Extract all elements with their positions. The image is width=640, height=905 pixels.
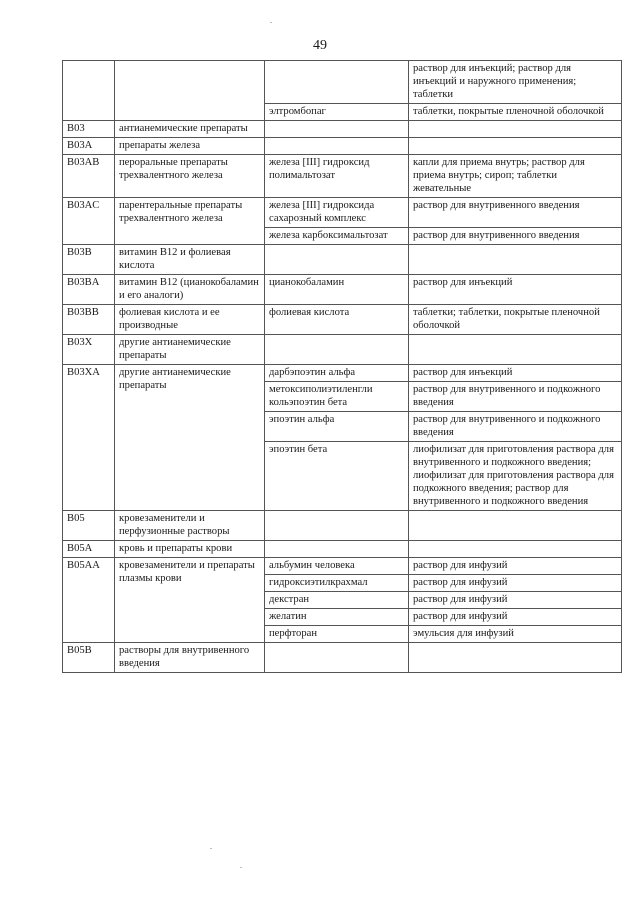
table-row: [63, 365, 622, 382]
drug-name-cell: эпоэтин бета: [265, 442, 409, 511]
anatomical-therapeutic-group-cell: другие антианемические препараты: [115, 335, 265, 365]
drug-name-cell: цианокобаламин: [265, 275, 409, 305]
anatomical-therapeutic-group-cell: антианемические препараты: [115, 121, 265, 138]
dosage-form-cell: таблетки; таблетки, покрытые пленочной оболочкой: [409, 305, 622, 335]
dosage-form-cell: раствор для инъекций: [409, 275, 622, 305]
drug-table: [62, 60, 622, 673]
drug-name-cell: эпоэтин альфа: [265, 412, 409, 442]
table-row: [63, 558, 622, 575]
anatomical-therapeutic-group-cell: фолиевая кислота и ее производные: [115, 305, 265, 335]
drug-name-cell: фолиевая кислота: [265, 305, 409, 335]
drug-name-cell: железа [III] гидроксида сахарозный комплекс: [265, 198, 409, 228]
dosage-form-cell: [409, 245, 622, 275]
atc-code-cell: B03BB: [63, 305, 115, 335]
anatomical-therapeutic-group-cell: препараты железа: [115, 138, 265, 155]
drug-name-cell: гидроксиэтилкрахмал: [265, 575, 409, 592]
atc-code-cell: B03AC: [63, 198, 115, 245]
table-row: [63, 305, 622, 335]
atc-code-cell: B05A: [63, 541, 115, 558]
drug-name-cell: [265, 541, 409, 558]
dosage-form-cell: раствор для внутривенного и подкожного введения: [409, 412, 622, 442]
drug-name-cell: [265, 511, 409, 541]
dosage-form-cell: раствор для инфузий: [409, 609, 622, 626]
anatomical-therapeutic-group-cell: кровь и препараты крови: [115, 541, 265, 558]
anatomical-therapeutic-group-cell: другие антианемические препараты: [115, 365, 265, 511]
scan-speck: [210, 848, 212, 849]
drug-name-cell: метоксиполиэтиленгли кольэпоэтин бета: [265, 382, 409, 412]
dosage-form-cell: раствор для внутривенного введения: [409, 228, 622, 245]
dosage-form-cell: лиофилизат для приготовления раствора для внутривенного и подкожного введения; лиофилизат для приготовления раствора для подкожного введения; раствор для внутривенного и подкожного введения: [409, 442, 622, 511]
drug-name-cell: альбумин человека: [265, 558, 409, 575]
atc-code-cell: [63, 61, 115, 121]
table-row: [63, 245, 622, 275]
anatomical-therapeutic-group-cell: парентеральные препараты трехвалентного железа: [115, 198, 265, 245]
table-row: [63, 121, 622, 138]
table-row: [63, 335, 622, 365]
table-row: [63, 275, 622, 305]
atc-code-cell: B05: [63, 511, 115, 541]
table-row: [63, 643, 622, 673]
atc-code-cell: B03: [63, 121, 115, 138]
anatomical-therapeutic-group-cell: кровезаменители и перфузионные растворы: [115, 511, 265, 541]
drug-name-cell: [265, 138, 409, 155]
drug-name-cell: элтромбопаг: [265, 104, 409, 121]
dosage-form-cell: раствор для внутривенного и подкожного введения: [409, 382, 622, 412]
dosage-form-cell: раствор для инфузий: [409, 575, 622, 592]
dosage-form-cell: раствор для инъекций: [409, 365, 622, 382]
dosage-form-cell: раствор для инфузий: [409, 592, 622, 609]
dosage-form-cell: раствор для инъекций; раствор для инъекций и наружного применения; таблетки: [409, 61, 622, 104]
anatomical-therapeutic-group-cell: [115, 61, 265, 121]
dosage-form-cell: [409, 511, 622, 541]
table-row: [63, 198, 622, 228]
table-row: [63, 541, 622, 558]
anatomical-therapeutic-group-cell: витамин B12 (цианокобаламин и его аналоги): [115, 275, 265, 305]
drug-name-cell: [265, 245, 409, 275]
dosage-form-cell: [409, 541, 622, 558]
drug-name-cell: декстран: [265, 592, 409, 609]
table-row: [63, 511, 622, 541]
atc-code-cell: B03AB: [63, 155, 115, 198]
drug-name-cell: [265, 335, 409, 365]
dosage-form-cell: [409, 335, 622, 365]
drug-name-cell: железа [III] гидроксид полимальтозат: [265, 155, 409, 198]
drug-name-cell: дарбэпоэтин альфа: [265, 365, 409, 382]
atc-code-cell: B05B: [63, 643, 115, 673]
dosage-form-cell: [409, 121, 622, 138]
dosage-form-cell: раствор для внутривенного введения: [409, 198, 622, 228]
dosage-form-cell: эмульсия для инфузий: [409, 626, 622, 643]
anatomical-therapeutic-group-cell: кровезаменители и препараты плазмы крови: [115, 558, 265, 643]
atc-code-cell: B03B: [63, 245, 115, 275]
dosage-form-cell: [409, 643, 622, 673]
drug-name-cell: [265, 121, 409, 138]
dosage-form-cell: [409, 138, 622, 155]
drug-name-cell: [265, 61, 409, 104]
table-row: [63, 61, 622, 104]
atc-code-cell: B05AA: [63, 558, 115, 643]
atc-code-cell: B03X: [63, 335, 115, 365]
scan-speck: [270, 22, 272, 23]
drug-name-cell: железа карбоксимальтозат: [265, 228, 409, 245]
drug-name-cell: перфторан: [265, 626, 409, 643]
drug-name-cell: [265, 643, 409, 673]
drug-name-cell: желатин: [265, 609, 409, 626]
atc-code-cell: B03XA: [63, 365, 115, 511]
anatomical-therapeutic-group-cell: растворы для внутривенного введения: [115, 643, 265, 673]
anatomical-therapeutic-group-cell: пероральные препараты трехвалентного железа: [115, 155, 265, 198]
dosage-form-cell: капли для приема внутрь; раствор для приема внутрь; сироп; таблетки жевательные: [409, 155, 622, 198]
table-row: [63, 138, 622, 155]
anatomical-therapeutic-group-cell: витамин B12 и фолиевая кислота: [115, 245, 265, 275]
atc-code-cell: B03A: [63, 138, 115, 155]
atc-code-cell: B03BA: [63, 275, 115, 305]
page-number: 49: [313, 38, 327, 53]
table-row: [63, 155, 622, 198]
dosage-form-cell: раствор для инфузий: [409, 558, 622, 575]
dosage-form-cell: таблетки, покрытые пленочной оболочкой: [409, 104, 622, 121]
scan-speck: [240, 867, 242, 868]
